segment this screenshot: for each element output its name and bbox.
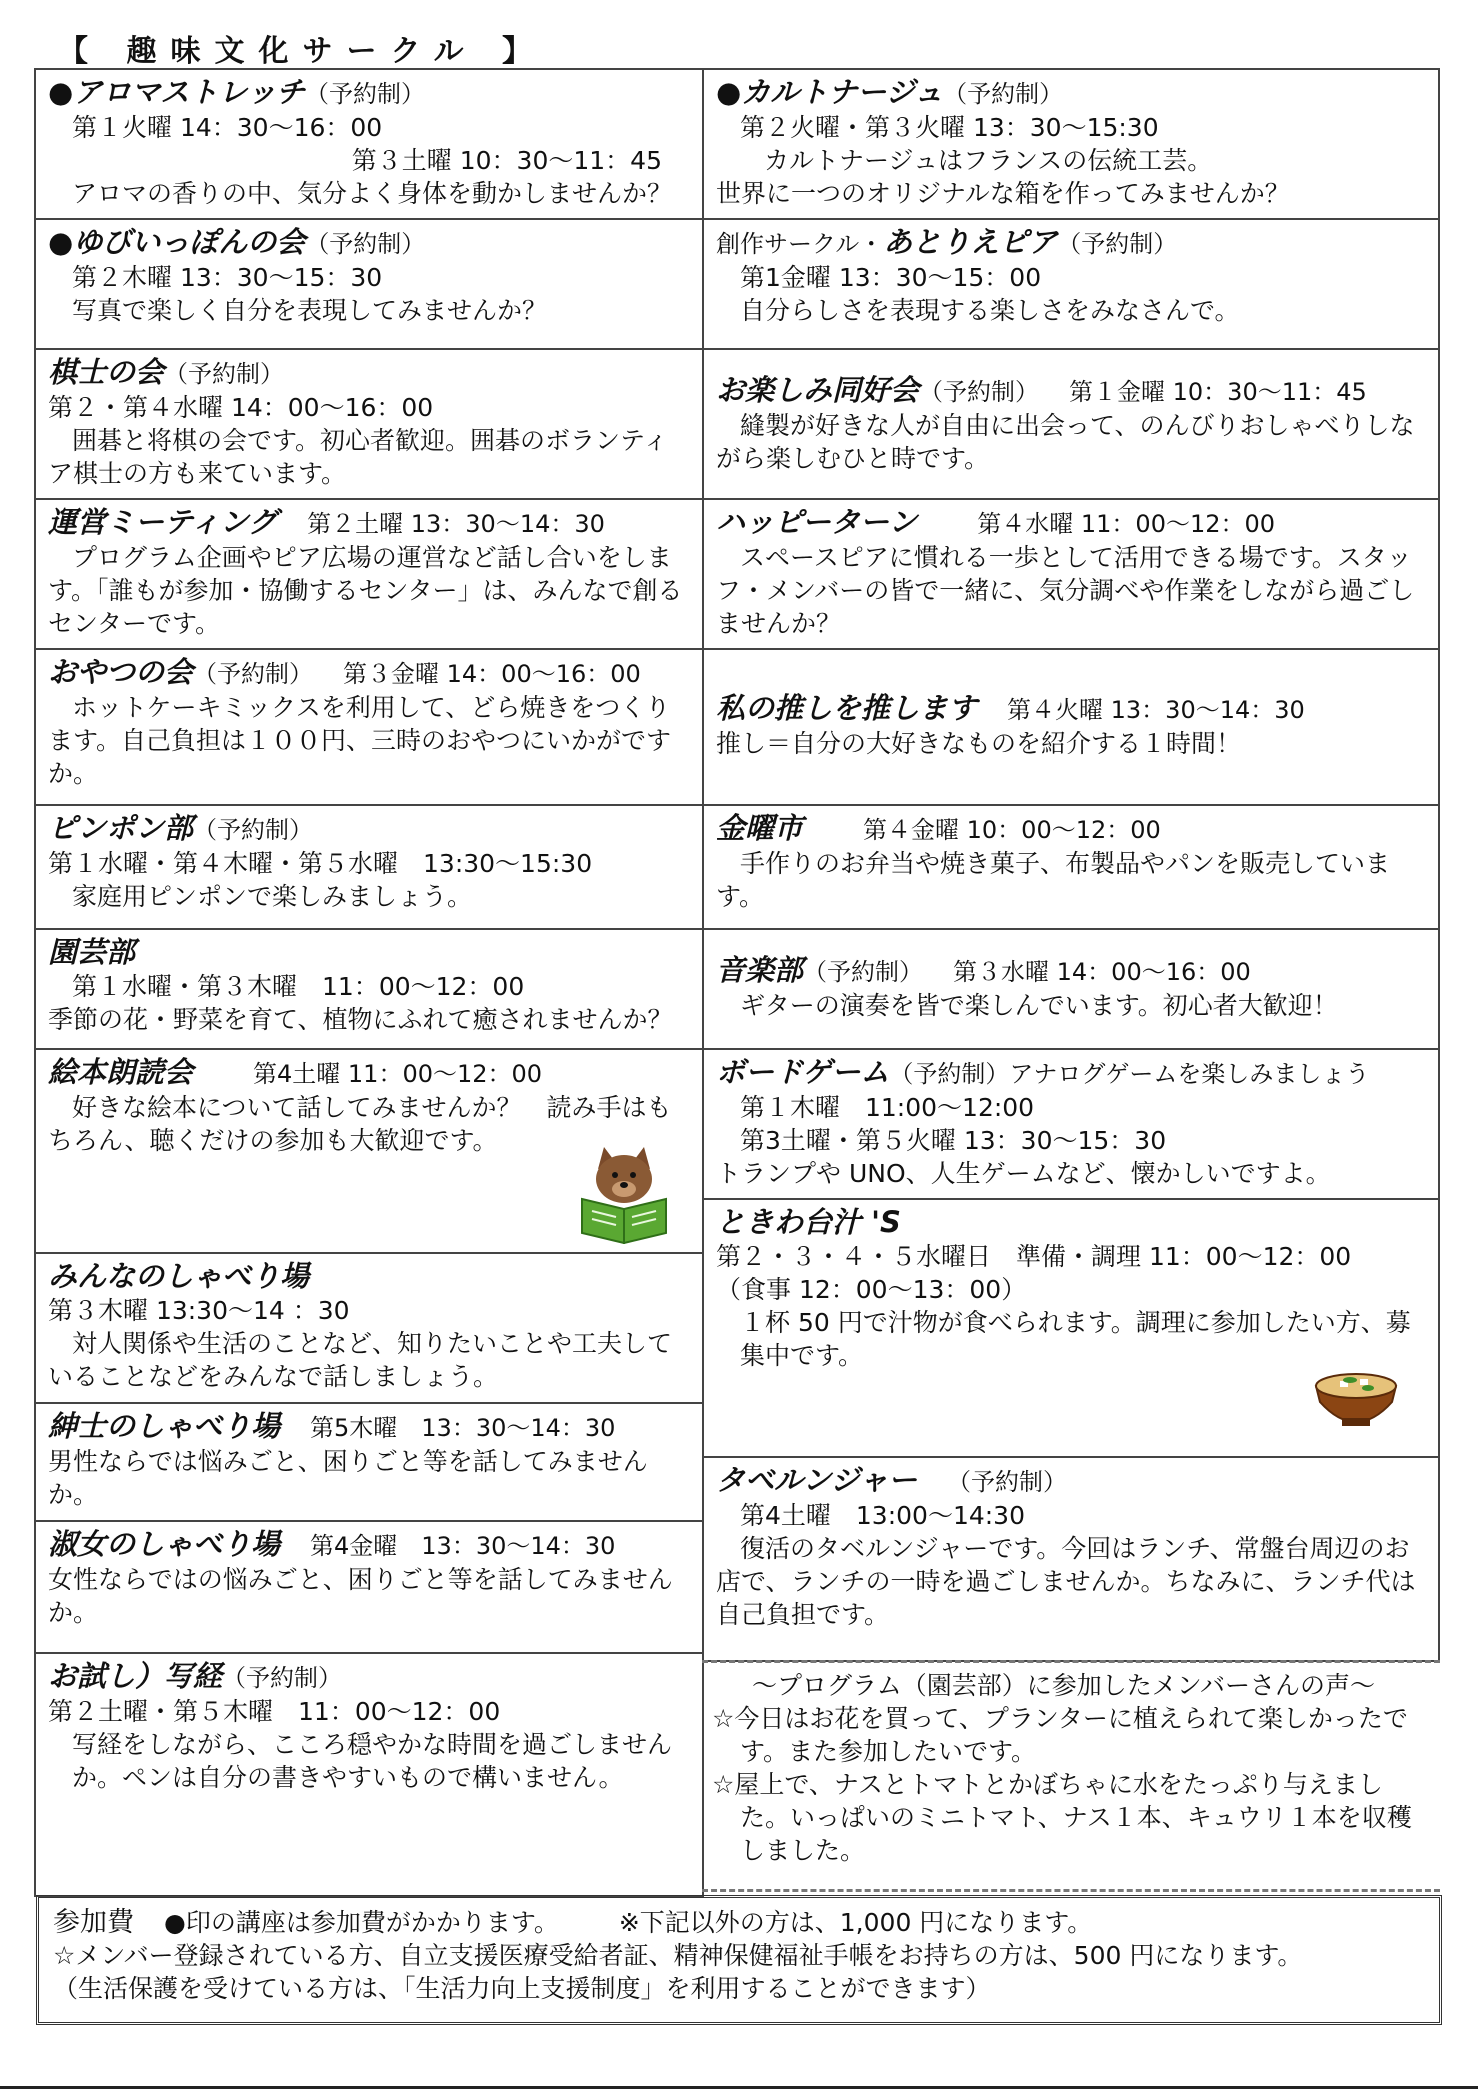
circle-boardgame (702, 1048, 1440, 1200)
fee-welfare-note: （生活保護を受けている方は、「生活力向上支援制度」を利用することができます） (53, 1974, 991, 2003)
circle-schedule: 第１火曜 14：30〜16：00 (72, 113, 383, 142)
circle-unei (34, 498, 704, 650)
circle-schedule: 第２・３・４・５水曜日 準備・調理 11：00〜12：00 (716, 1242, 1352, 1271)
circle-tag: （予約制） (946, 1468, 1067, 1496)
circle-shakyo (34, 1652, 704, 1897)
circle-taberu (702, 1456, 1440, 1662)
circle-name: 音楽部 (716, 953, 804, 987)
circle-name: ときわ台汁 'S (716, 1205, 901, 1239)
circle-ongaku (702, 928, 1440, 1050)
circle-schedule: 第１木曜 11:00〜12:00 (740, 1093, 1035, 1122)
circle-desc: アロマの香りの中、気分よく身体を動かしませんか？ (72, 179, 673, 208)
circle-tag: （予約制） (803, 958, 924, 986)
circle-tagline: アナログゲームを楽しみましょう (1009, 1060, 1370, 1088)
circle-schedule: 第４金曜 10：00〜12：00 (863, 816, 1161, 844)
circle-schedule: 第２土曜・第５木曜 11：00〜12：00 (48, 1697, 501, 1726)
circle-desc: 縫製が好きな人が自由に出会って、のんびりおしゃべりしながら楽しむひと時です。 (716, 411, 1415, 473)
circle-desc: トランプや UNO、人生ゲームなど、懐かしいですよ。 (716, 1159, 1331, 1188)
circle-name: 園芸部 (48, 935, 136, 969)
circle-desc: プログラム企画やピア広場の運営など話し合いをします。「誰もが参加・協働するセンター」は、みんなで創るセンターです。 (48, 543, 683, 638)
circle-shinshi (34, 1402, 704, 1522)
fee-member-rate: ☆メンバー登録されている方、自立支援医療受給者証、精神保健福祉手帳をお持ちの方は、500 円になります。 (53, 1941, 1303, 1970)
circle-desc: 対人関係や生活のことなど、知りたいことや工夫していることなどをみんなで話しましょう。 (48, 1329, 673, 1391)
circle-schedule: 第4土曜 13:00〜14:30 (740, 1501, 1025, 1530)
circle-schedule: 第２木曜 13：30〜15：30 (72, 263, 383, 292)
circle-atelier (702, 218, 1440, 350)
circle-desc: 囲碁と将棋の会です。初心者歓迎。囲碁のボランティア棋士の方も来ています。 (48, 426, 669, 488)
circle-desc-2: 世界に一つのオリジナルな箱を作ってみませんか？ (716, 179, 1290, 208)
circle-tag: （予約制） (1057, 230, 1178, 258)
circle-desc: 季節の花・野菜を育て、植物にふれて癒されませんか？ (48, 1005, 673, 1034)
circle-name: ●ゆびいっぽんの会 (48, 225, 306, 259)
circle-name: 金曜市 (716, 811, 804, 845)
circle-desc: 写真で楽しく自分を表現してみませんか？ (72, 296, 548, 325)
circle-name: 棋士の会 (48, 355, 165, 389)
circle-desc: 女性ならではの悩みごと、困りごと等を話してみませんか。 (48, 1565, 673, 1627)
circle-name: ハッピーターン (716, 505, 918, 539)
circle-aroma (34, 68, 704, 220)
page-title: 【 趣味文化サークル 】 (58, 34, 546, 69)
circle-tag: （予約制） (889, 1060, 1010, 1088)
circle-schedule: 第４水曜 11：00〜12：00 (977, 510, 1276, 538)
circle-prefix: 創作サークル・ (716, 230, 884, 258)
circle-tag: （予約制） (222, 1664, 343, 1692)
member-voices-title: 〜プログラム（園芸部）に参加したメンバーさんの声〜 (752, 1671, 1376, 1700)
member-voices (702, 1660, 1440, 1892)
circle-name: ボードゲーム (716, 1055, 890, 1089)
circle-schedule-2: 第３土曜 10：30〜11：45 (351, 146, 662, 175)
circle-schedule: 第４火曜 13：30〜14：30 (1007, 696, 1305, 724)
circle-desc: 自分らしさを表現する楽しさをみなさんで。 (740, 296, 1240, 325)
dog-reading-book-illustration (574, 1139, 674, 1244)
circle-name: あとりえピア (883, 225, 1058, 259)
circle-desc: 写経をしながら、こころ穏やかな時間を過ごしませんか。ペンは自分の書きやすいもので構いません。 (72, 1730, 673, 1792)
circle-schedule: 第１水曜・第３木曜 11：00〜12：00 (72, 972, 525, 1001)
circle-kinyoichi (702, 804, 1440, 930)
circle-schedule: 第4金曜 13：30〜14：30 (310, 1532, 616, 1560)
member-voice-item: ☆屋上で、ナスとトマトとかぼちゃに水をたっぷり与えました。いっぱいのミニトマト、ナス１本、キュウリ１本を収穫しました。 (712, 1770, 1412, 1865)
circle-tag: （予約制） (305, 80, 426, 108)
circle-name: 運営ミーティング (48, 505, 278, 539)
circle-name: タベルンジャー (716, 1463, 917, 1497)
circle-tag: （予約制） (164, 360, 285, 388)
circle-schedule: 第３金曜 14：00〜16：00 (343, 660, 641, 688)
circle-cartonnage (702, 68, 1440, 220)
member-voice-item: ☆今日はお花を買って、プランターに植えられて楽しかったです。また参加したいです。 (712, 1704, 1408, 1766)
circle-schedule: 第1金曜 13：30〜15：00 (740, 263, 1042, 292)
circle-name: お楽しみ同好会 (716, 373, 920, 407)
circle-name: おやつの会 (48, 655, 194, 689)
circle-tag: （予約制） (193, 660, 314, 688)
circle-tag: （予約制） (919, 378, 1040, 406)
circle-happy (702, 498, 1440, 650)
circle-oyatsu (34, 648, 704, 806)
circle-name: みんなのしゃべり場 (48, 1259, 310, 1293)
participation-fee-box (36, 1895, 1442, 2025)
circle-name: 絵本朗読会 (48, 1055, 194, 1089)
circle-name: お試し）写経 (48, 1659, 223, 1693)
circle-kishi (34, 348, 704, 500)
fee-label: 参加費 (53, 1907, 134, 1938)
circle-name: 紳士のしゃべり場 (48, 1409, 281, 1443)
circle-name: ●カルトナージュ (716, 75, 944, 109)
circle-schedule: 第１金曜 10：30〜11：45 (1069, 378, 1367, 406)
circle-desc: 推し＝自分の大好きなものを紹介する１時間！ (716, 729, 1242, 758)
circle-engei (34, 928, 704, 1050)
circle-desc: 復活のタベルンジャーです。今回はランチ、常盤台周辺のお店で、ランチの一時を過ごしませんか。ちなみに、ランチ代は自己負担です。 (716, 1534, 1416, 1629)
bottom-rule (0, 2086, 1478, 2089)
circle-desc: スペースピアに慣れる一歩として活用できる場です。スタッフ・メンバーの皆で一緒に、気分調べや作業をしながら過ごしませんか？ (716, 543, 1415, 638)
circle-schedule: 第３木曜 13:30〜14 ：30 (48, 1296, 350, 1325)
circle-desc: ギターの演奏を皆で楽しんでいます。初心者大歓迎！ (740, 991, 1338, 1020)
circle-schedule: 第２火曜・第３火曜 13：30〜15:30 (740, 113, 1159, 142)
circle-name: 私の推しを推します (716, 691, 978, 725)
circle-otanoshimi (702, 348, 1440, 500)
circle-ehon (34, 1048, 704, 1254)
circle-schedule: 第5木曜 13：30〜14：30 (310, 1414, 616, 1442)
circle-pingpong (34, 804, 704, 930)
circle-name: ピンポン部 (48, 811, 194, 845)
circle-tag: （予約制） (193, 816, 314, 844)
circle-schedule-2: （食事 12：00〜13：00） (716, 1275, 1027, 1304)
circle-shukujo (34, 1520, 704, 1654)
circle-schedule: 第２・第４水曜 14：00〜16：00 (48, 393, 434, 422)
circle-schedule: 第３水曜 14：00〜16：00 (953, 958, 1251, 986)
circle-tag: （予約制） (305, 230, 426, 258)
circle-name: ●アロマストレッチ (48, 75, 306, 109)
circle-desc: カルトナージュはフランスの伝統工芸。 (764, 146, 1213, 175)
circle-schedule: 第２土曜 13：30〜14：30 (307, 510, 605, 538)
circle-tokiwa (702, 1198, 1440, 1458)
circle-schedule: 第4土曜 11：00〜12：00 (253, 1060, 543, 1088)
circle-desc: １杯 50 円で汁物が食べられます。調理に参加したい方、募集中です。 (740, 1308, 1411, 1370)
circle-desc: ホットケーキミックスを利用して、どら焼きをつくります。自己負担は１００円、三時のおやつにいかがですか。 (48, 693, 672, 788)
circle-schedule-2: 第3土曜・第５火曜 13：30〜15：30 (740, 1126, 1167, 1155)
fee-note-2: ※下記以外の方は、1,000 円になります。 (618, 1908, 1093, 1937)
circle-tag: （予約制） (943, 80, 1064, 108)
circle-desc: 好きな絵本について話してみませんか？ 読み手はもちろん、聴くだけの参加も大歓迎です。 (48, 1093, 672, 1155)
circle-desc: 男性ならでは悩みごと、困りごと等を話してみませんか。 (48, 1447, 648, 1509)
fee-note: ●印の講座は参加費がかかります。 (164, 1908, 559, 1937)
circle-oshi (702, 648, 1440, 806)
circle-minna (34, 1252, 704, 1404)
miso-soup-bowl-illustration (1310, 1356, 1402, 1440)
circle-yubi (34, 218, 704, 350)
circle-desc: 家庭用ピンポンで楽しみましょう。 (72, 882, 473, 911)
circle-desc: 手作りのお弁当や焼き菓子、布製品やパンを販売しています。 (716, 849, 1391, 911)
circle-name: 淑女のしゃべり場 (48, 1527, 281, 1561)
circle-schedule: 第１水曜・第４木曜・第５水曜 13:30〜15:30 (48, 849, 593, 878)
